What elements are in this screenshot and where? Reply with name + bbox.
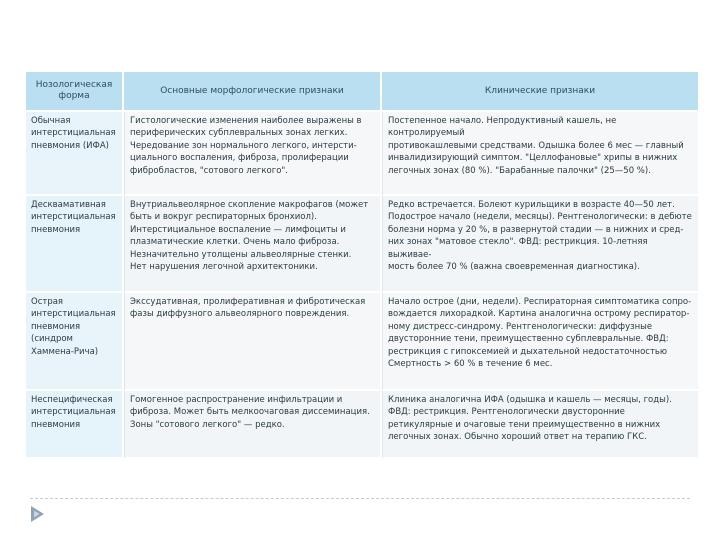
morphology-cell: Гистологические изменения наиболее выражены в периферических субплевральных зонах легких. Чередование зон нормального легкого, интерсти- циального воспаления, фиброза, пролиферации фибробластов, "сотового легкого". xyxy=(124,112,382,196)
form-cell: Десквамативная интерстициальная пневмония xyxy=(26,196,124,293)
table-row xyxy=(26,391,700,459)
data-table xyxy=(26,72,700,459)
table-row xyxy=(26,196,700,293)
header-form: Нозологическая форма xyxy=(26,72,124,112)
table-header-row xyxy=(26,72,700,112)
morphology-cell: Гомогенное распространение инфильтрации и фиброза. Может быть мелкоочаговая диссеминация. Зоны "сотового легкого" — редко. xyxy=(124,391,382,459)
clinical-cell: Постепенное начало. Непродуктивный кашель, не контролируемый противокашлевыми средствами. Одышка более 6 мес — главный инвалидизирующий симптом. "Целлофановые" хрипы в нижних легочных зонах (80 %). "Барабанные палочки" (25—50 %). xyxy=(382,112,700,196)
morphology-cell: Экссудативная, пролиферативная и фибротическая фазы диффузного альвеолярного повреждения. xyxy=(124,293,382,391)
clinical-cell: Клиника аналогична ИФА (одышка и кашель — месяцы, годы). ФВД: рестрикция. Рентгенологически двусторонние ретикулярные и очаговые тени преимущественно в нижних легочных зонах. Обычно хороший ответ на терапию ГКС. xyxy=(382,391,700,459)
clinical-cell: Редко встречается. Болеют курильщики в возрасте 40—50 лет. Подострое начало (недели, месяцы). Рентгенологически: в дебюте болезни норма у 20 %, в развернутой стадии — в нижних и сред- них зонах "матовое стекло". ФВД: рестрикция. 10-летняя выживае- мость более 70 % (важна своевременная диагностика). xyxy=(382,196,700,293)
form-cell: Обычная интерстициальная пневмония (ИФА) xyxy=(26,112,124,196)
clinical-cell: Начало острое (дни, недели). Респираторная симптоматика сопро- вождается лихорадкой. Картина аналогична острому респиратор- ному дистресс-синдрому. Рентгенологически: диффузные двусторонние тени, преимущественно субплевральные. ФВД: рестрикция с гипоксемией и дыхательной недостаточностью Смертность > 60 % в течение 6 мес. xyxy=(382,293,700,391)
header-morphology: Основные морфологические признаки xyxy=(124,72,382,112)
play-arrow-icon[interactable] xyxy=(29,505,45,523)
table-row xyxy=(26,293,700,391)
form-cell: Острая интерстициальная пневмония (синдром Хаммена-Рича) xyxy=(26,293,124,391)
table-row xyxy=(26,112,700,196)
header-clinical: Клинические признаки xyxy=(382,72,700,112)
footer-divider xyxy=(30,498,690,499)
form-cell: Неспецифическая интерстициальная пневмония xyxy=(26,391,124,459)
morphology-cell: Внутриальвеолярное скопление макрофагов (может быть и вокруг респираторных бронхиол). Интерстициальное воспаление — лимфоциты и плазматические клетки. Очень мало фиброза. Незначительно утолщены альвеолярные стенки. Нет нарушения легочной архитектоники. xyxy=(124,196,382,293)
